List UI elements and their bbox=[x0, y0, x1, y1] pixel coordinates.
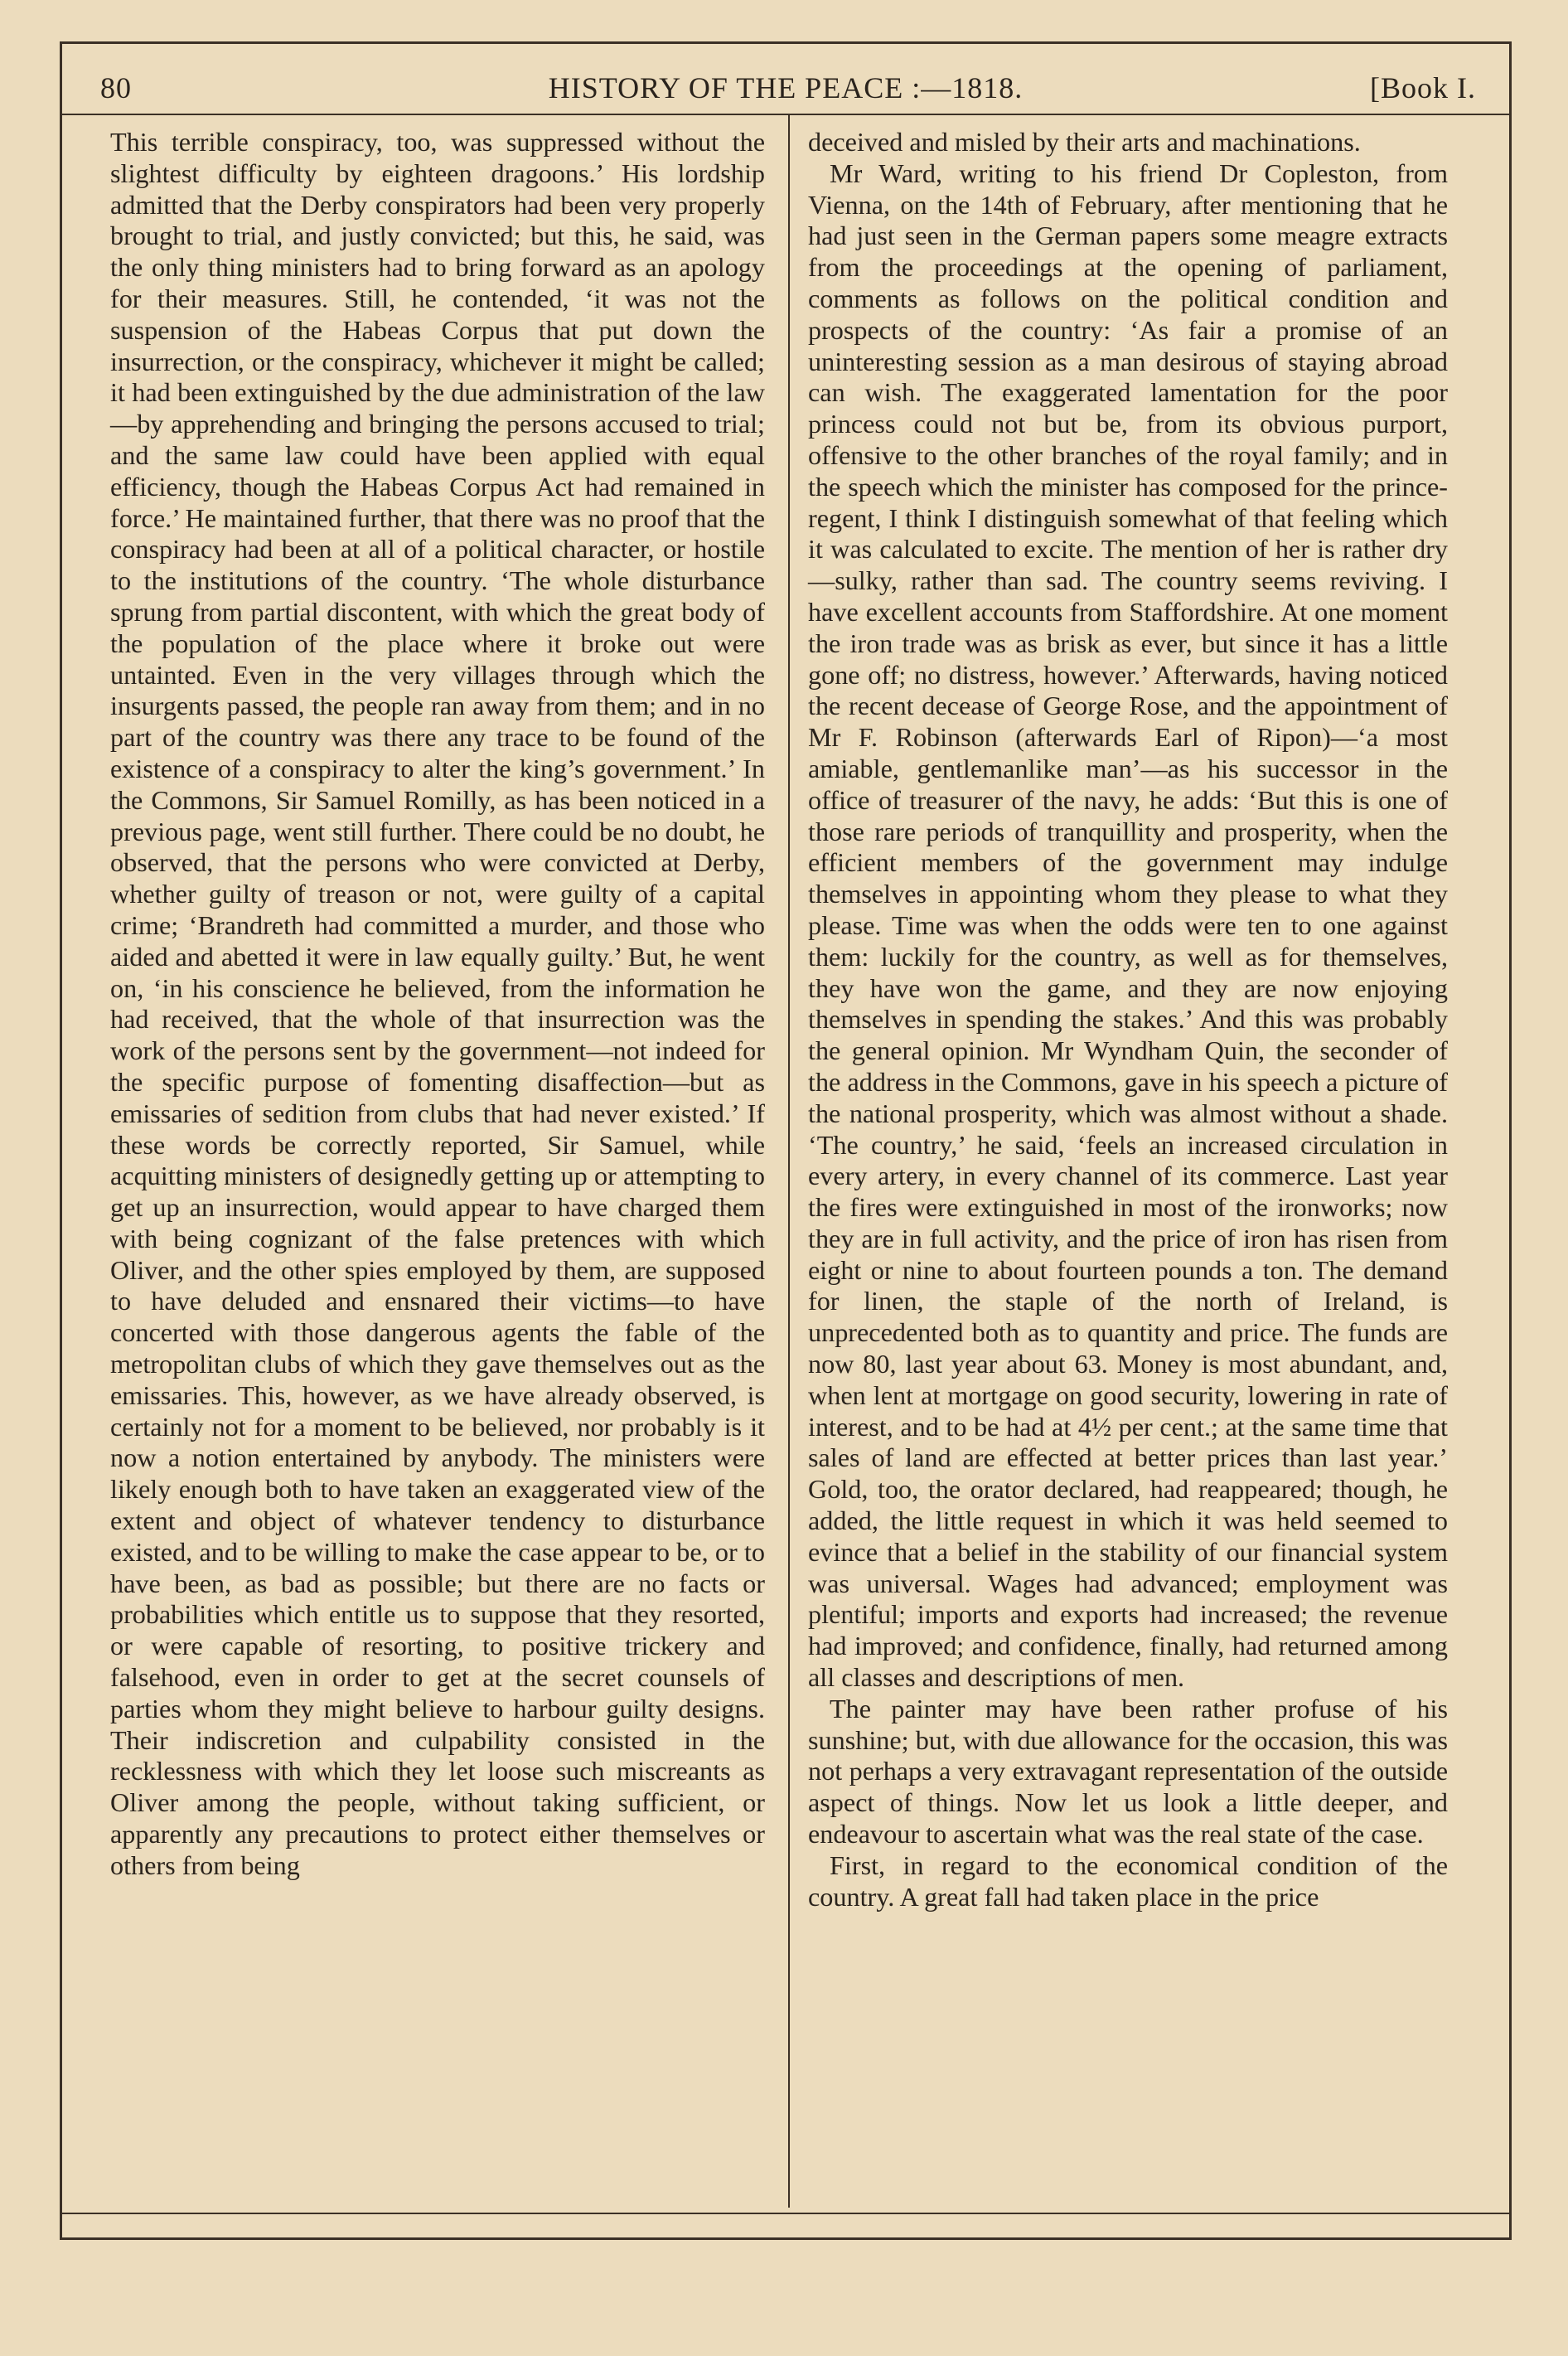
column-divider bbox=[788, 115, 790, 2208]
page-number: 80 bbox=[100, 71, 132, 104]
right-paragraph-4: First, in regard to the economical condition of the country. A great fall had taken place in the price bbox=[808, 1849, 1448, 1912]
book-label: [Book I. bbox=[1370, 71, 1476, 104]
right-paragraph-2: Mr Ward, writing to his friend Dr Copleston, from Vienna, on the 14th of February, after mentioning that he had just seen in the German papers some meagre extracts from the proceedings at the opening of parliament, comments as follows on the political condition and prospects of the country: ‘As fair a promise of an uninteresting session as a man desirous of staying abroad can wish. The exaggerated lamentation for the poor princess could not but be, from its obvious purport, offensive to the other branches of the royal family; and in the speech which the minister has composed for the prince-regent, I think I distinguish somewhat of that feeling which it was calculated to excite. The mention of her is rather dry—sulky, rather than sad. The country seems reviving. I have excellent accounts from Staffordshire. At one moment the iron trade was as brisk as ever, but since it has a little gone off; no distress, however.’ Afterwards, having noticed the recent decease of George Rose, and the appointment of Mr F. Robinson (afterwards Earl of Ripon)—‘a most amiable, gentlemanlike man’—as his successor in the office of treasurer of the navy, he adds: ‘But this is one of those rare periods of tranquillity and prosperity, when the efficient members of the government may indulge themselves in appointing whom they please to what they please. Time was when the odds were ten to one against them: luckily for the country, as well as for themselves, they have won the game, and they are now enjoying themselves in spending the stakes.’ And this was probably the general opinion. Mr Wyndham Quin, the seconder of the address in the Commons, gave in his speech a picture of the national prosperity, which was almost without a shade. ‘The country,’ he said, ‘feels an increased circulation in every artery, in every channel of its commerce. Last year the fires were extinguished in most of the ironworks; now they are in full activity, and the price of iron has risen from eight or nine to about fourteen pounds a ton. The demand for linen, the staple of the north of Ireland, is unprecedented both as to quantity and price. The funds are now 80, last year about 63. Money is most abundant, and, when lent at mortgage on good security, lowering in rate of interest, and to be had at 4½ per cent.; at the same time that sales of land are effected at better prices than last year.’ Gold, too, the orator declared, had reappeared; though, he added, the little request in which it was held seemed to evince that a belief in the stability of our financial system was universal. Wages had advanced; employment was plentiful; imports and exports had increased; the revenue had improved; and confidence, finally, had returned among all classes and descriptions of men. bbox=[808, 158, 1448, 1693]
bottom-rule bbox=[62, 2213, 1509, 2214]
right-paragraph-3: The painter may have been rather profuse of his sunshine; but, with due allowance for the occasion, this was not perhaps a very extravagant representation of the outside aspect of things. Now let us look a little deeper, and endeavour to ascertain what was the real state of the case. bbox=[808, 1693, 1448, 1849]
page-frame bbox=[60, 41, 1512, 2240]
running-head bbox=[62, 65, 1509, 114]
left-paragraph-1: This terrible conspiracy, too, was suppressed without the slightest difficulty by eighteen dragoons.’ His lordship admitted that the Derby conspirators had been very properly brought to trial, and justly convicted; but this, he said, was the only thing ministers had to bring forward as an apology for their measures. Still, he contended, ‘it was not the suspension of the Habeas Corpus that put down the insurrection, or the conspiracy, whichever it might be called; it had been extinguished by the due administration of the law—by apprehending and bringing the persons accused to trial; and the same law could have been applied with equal efficiency, though the Habeas Corpus Act had remained in force.’ He maintained further, that there was no proof that the conspiracy had been at all of a political character, or hostile to the institutions of the country. ‘The whole disturbance sprung from partial discontent, with which the great body of the population of the place where it broke out were untainted. Even in the very villages through which the insurgents passed, the people ran away from them; and in no part of the country was there any trace to be found of the existence of a conspiracy to alter the king’s government.’ In the Commons, Sir Samuel Romilly, as has been noticed in a previous page, went still further. There could be no doubt, he observed, that the persons who were convicted at Derby, whether guilty of treason or not, were guilty of a capital crime; ‘Brandreth had committed a murder, and those who aided and abetted it were in law equally guilty.’ But, he went on, ‘in his conscience he believed, from the information he had received, that the whole of that insurrection was the work of the persons sent by the government—not indeed for the specific purpose of fomenting disaffection—but as emissaries of sedition from clubs that had never existed.’ If these words be correctly reported, Sir Samuel, while acquitting ministers of designedly getting up or attempting to get up an insurrection, would appear to have charged them with being cognizant of the false pretences with which Oliver, and the other spies employed by them, are supposed to have deluded and ensnared their victims—to have concerted with those dangerous agents the fable of the metropolitan clubs of which they gave themselves out as the emissaries. This, however, as we have already observed, is certainly not for a moment to be believed, nor probably is it now a notion entertained by anybody. The ministers were likely enough both to have taken an exaggerated view of the extent and object of whatever tendency to disturbance existed, and to be willing to make the case appear to be, or to have been, as bad as possible; but there are no facts or probabilities which entitle us to suppose that they resorted, or were capable of resorting, to positive trickery and falsehood, even in order to get at the secret counsels of parties whom they might believe to harbour guilty designs. Their indiscretion and culpability consisted in the recklessness with which they let loose such miscreants as Oliver among the people, without taking sufficient, or apparently any precautions to protect either themselves or others from being bbox=[110, 127, 765, 1880]
right-paragraph-1: deceived and misled by their arts and machinations. bbox=[808, 127, 1361, 157]
running-title: HISTORY OF THE PEACE :—1818. bbox=[548, 71, 1024, 104]
header-rule bbox=[62, 114, 1509, 115]
right-column bbox=[808, 127, 1448, 1912]
left-column bbox=[110, 127, 765, 1882]
